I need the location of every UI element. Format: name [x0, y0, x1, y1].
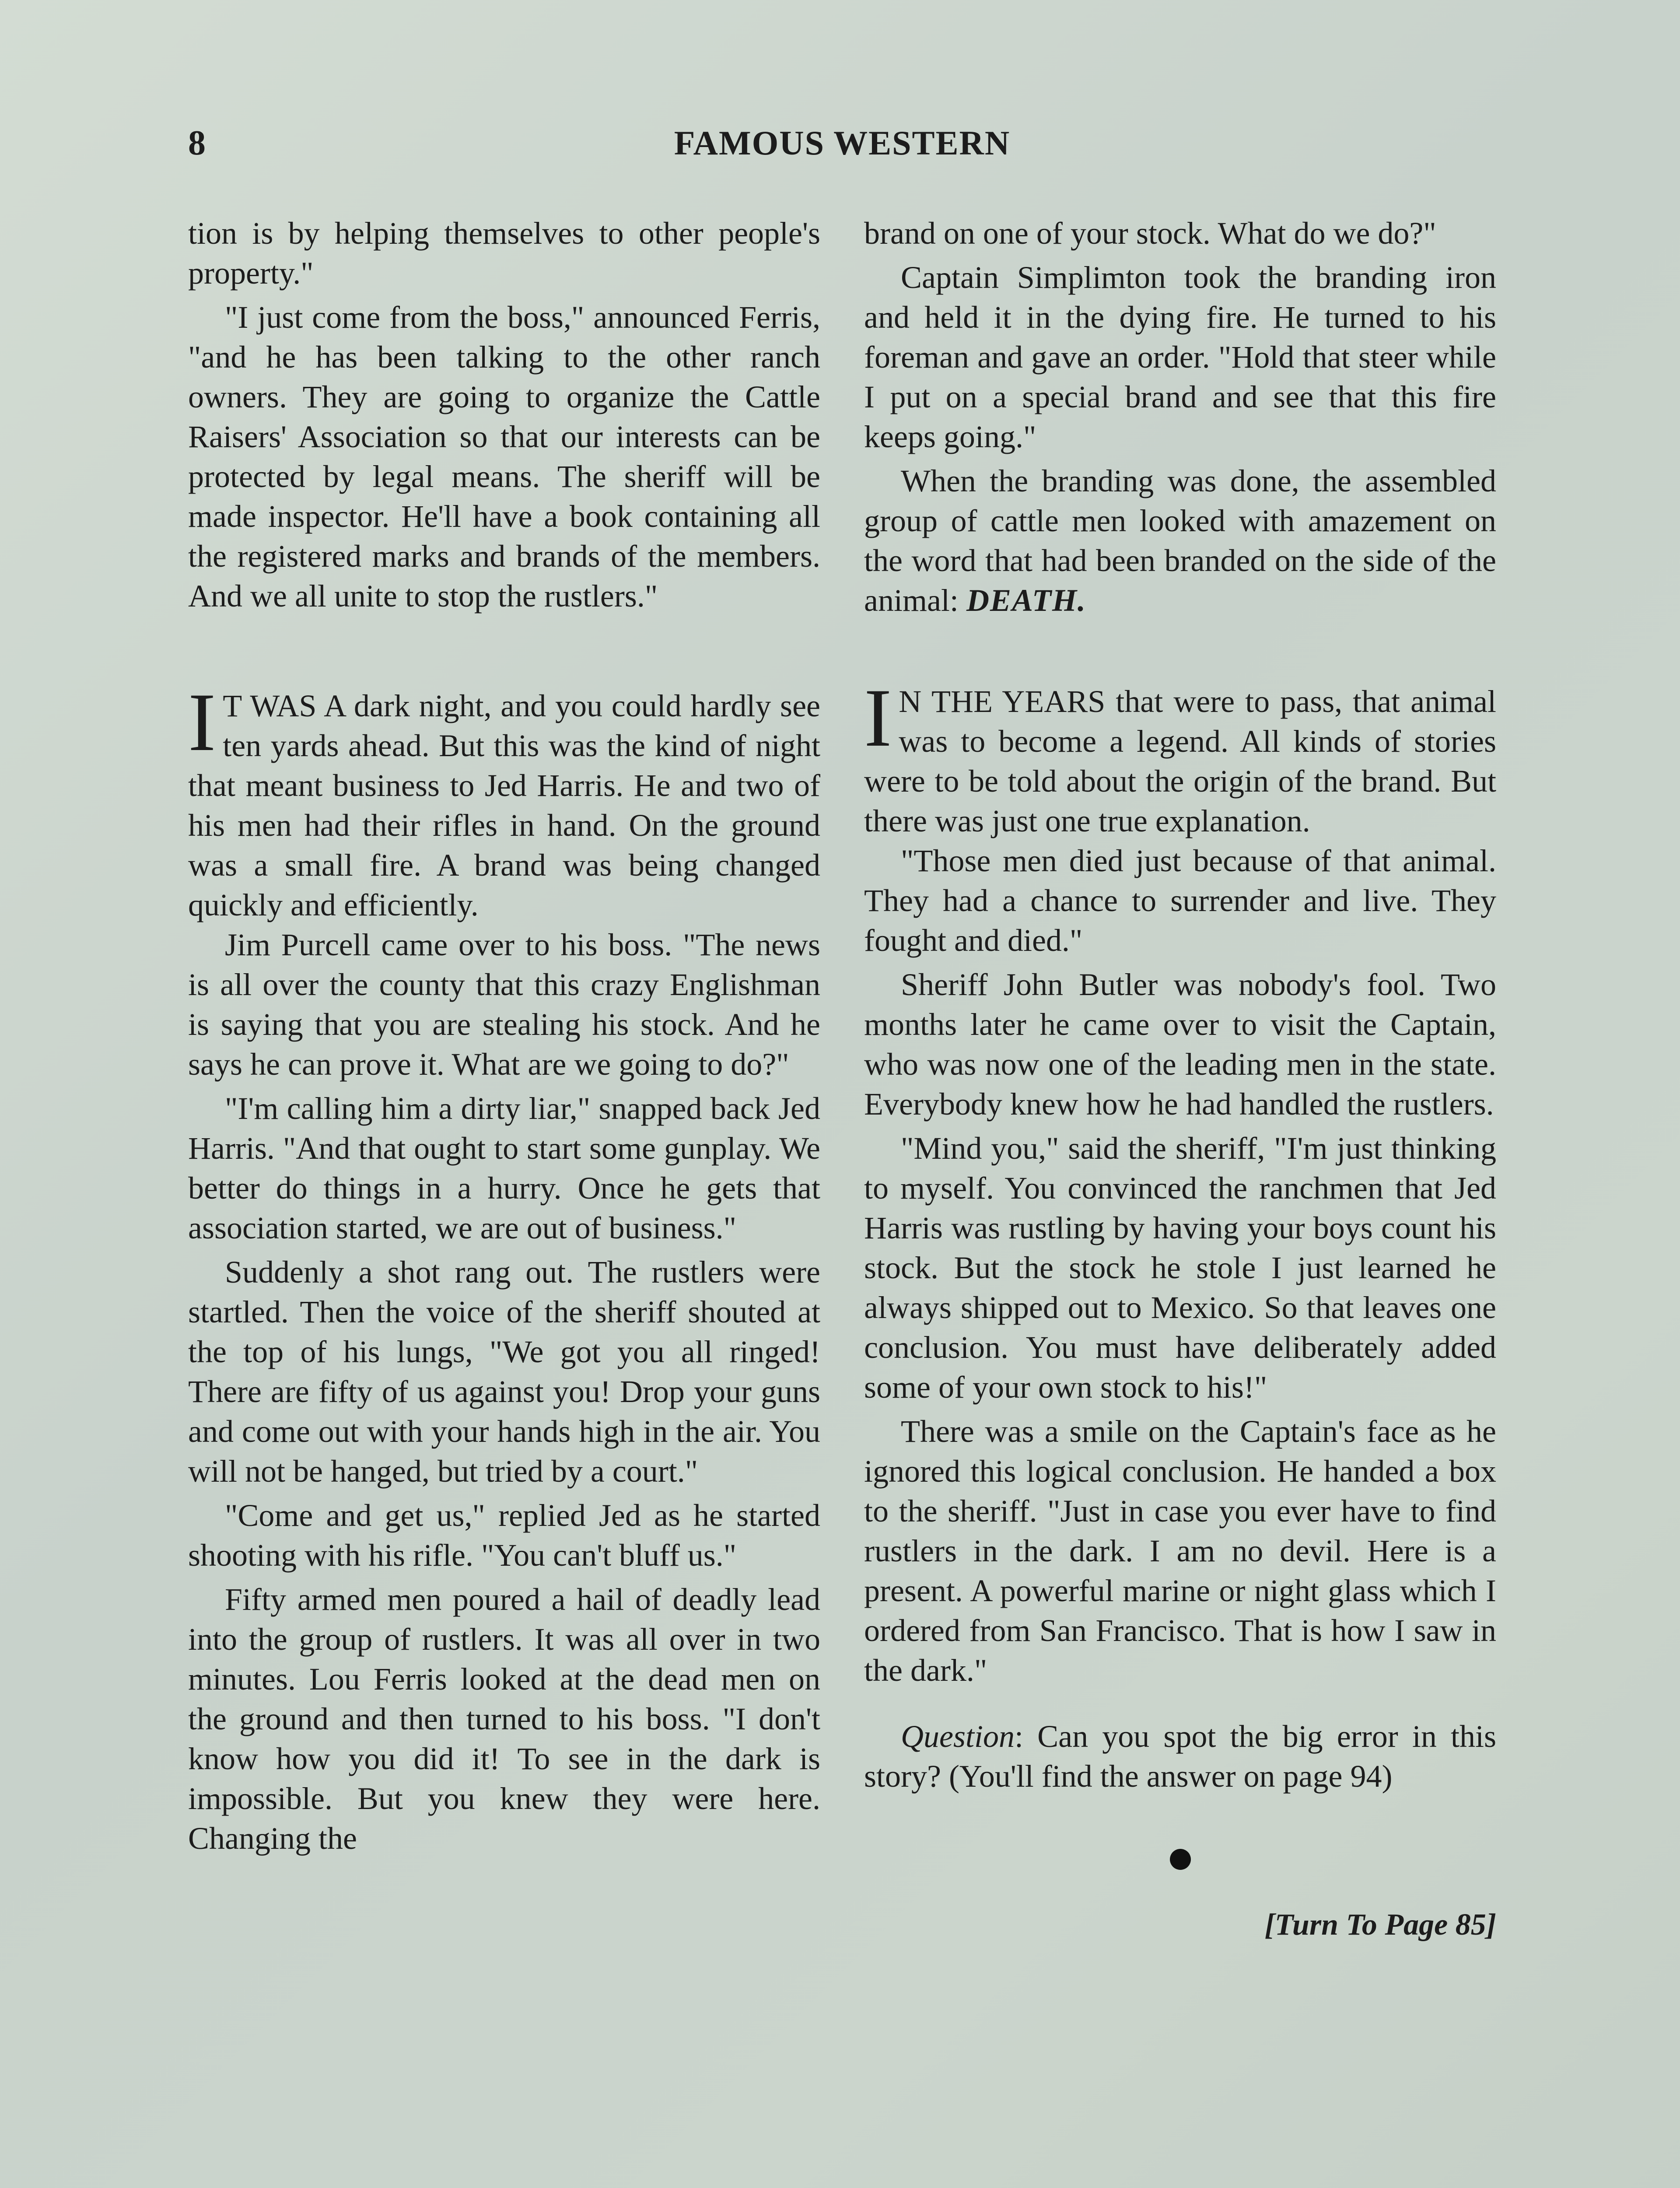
- drop-cap: I: [864, 672, 892, 764]
- paragraph-text: N THE YEARS that were to pass, that animal was to become a legend. All kinds of stories were to be told about the origin of the brand. But there was just one true explanation.: [864, 684, 1496, 838]
- paragraph: [864, 461, 1496, 621]
- paragraph: "Those men died just because of that animal. They had a chance to surrender and live. They fought and died.": [864, 843, 1496, 958]
- paragraph-with-dropcap: [188, 677, 820, 925]
- paragraph-with-dropcap: [864, 672, 1496, 841]
- question-label: Question: [901, 1719, 1015, 1754]
- question-paragraph: [864, 1717, 1496, 1796]
- paragraph: Suddenly a shot rang out. The rustlers were startled. Then the voice of the sheriff shouted at the top of his lungs, "We got you all ringed! There are fifty of us against you! Drop your guns and come out with your hands high in the air. You will not be hanged, but tried by a court.": [188, 1255, 820, 1489]
- section-break: [188, 677, 820, 925]
- paragraph: "I just come from the boss," announced Ferris, "and he has been talking to the other ranch owners. They are going to organize the Cattle Raisers' Association so that our interests can be protected by legal means. The sheriff will be made inspector. He'll have a book containing all the registered marks and brands of the members. And we all unite to stop the rustlers.": [188, 300, 820, 614]
- paragraph: "Mind you," said the sheriff, "I'm just thinking to myself. You convinced the ranchmen that Jed Harris was rustling by having your boys count his stock. But the stock he stole I just learned he always shipped out to Mexico. So that leaves one conclusion. You must have deliberately added some of your own stock to his!": [864, 1131, 1496, 1405]
- paragraph: Captain Simplimton took the branding iron and held it in the dying fire. He turned to his foreman and gave an order. "Hold that steer while I put on a special brand and see that this fire keeps going.": [864, 260, 1496, 454]
- drop-cap: I: [188, 677, 216, 768]
- paragraph: tion is by helping themselves to other people's property.": [188, 216, 820, 291]
- paragraph: "Come and get us," replied Jed as he started shooting with his rifle. "You can't bluff us.": [188, 1498, 820, 1573]
- bullet-dot: [1170, 1849, 1191, 1870]
- paragraph-text: When the branding was done, the assembled group of cattle men looked with amazement on the word that had been branded on the side of the animal:: [864, 463, 1496, 618]
- brand-word: DEATH.: [966, 583, 1086, 618]
- page-header: [188, 123, 1496, 172]
- paragraph-text: T WAS A dark night, and you could hardly see ten yards ahead. But this was the kind of night that meant business to Jed Harris. He and two of his men had their rifles in hand. On the ground was a small fire. A brand was being changed quickly and efficiently.: [188, 688, 820, 922]
- paragraph: Jim Purcell came over to his boss. "The news is all over the county that this crazy Englishman is saying that you are stealing his stock. And he says he can prove it. What are we going to do?": [188, 927, 820, 1082]
- paragraph: There was a smile on the Captain's face as he ignored this logical conclusion. He handed a box to the sheriff. "Just in case you ever have to find rustlers in the dark. I am no devil. Here is a present. A powerful marine or night glass which I ordered from San Francisco. That is how I saw in the dark.": [864, 1414, 1496, 1688]
- turn-to-page: [Turn To Page 85]: [1264, 1908, 1496, 1942]
- paragraph: "I'm calling him a dirty liar," snapped back Jed Harris. "And that ought to start some gunplay. We better do things in a hurry. Once he gets that association started, we are out of business.": [188, 1091, 820, 1245]
- page-number: 8: [188, 124, 206, 162]
- paragraph: Fifty armed men poured a hail of deadly lead into the group of rustlers. It was all over in two minutes. Lou Ferris looked at the dead men on the ground and then turned to his boss. "I don't know how you did it! To see in the dark is impossible. But you knew they were here. Changing the: [188, 1582, 820, 1856]
- left-column: [188, 214, 820, 1858]
- section-break: [864, 672, 1496, 841]
- paragraph: brand on one of your stock. What do we do?": [864, 216, 1436, 251]
- running-head: FAMOUS WESTERN: [674, 124, 1011, 162]
- right-column: [864, 214, 1496, 1945]
- paragraph: Sheriff John Butler was nobody's fool. Two months later he came over to visit the Captain, who was now one of the leading men in the state. Everybody knew how he had handled the rustlers.: [864, 967, 1496, 1122]
- question-text: : Can you spot the big error in this story? (You'll find the answer on page 94): [864, 1719, 1496, 1794]
